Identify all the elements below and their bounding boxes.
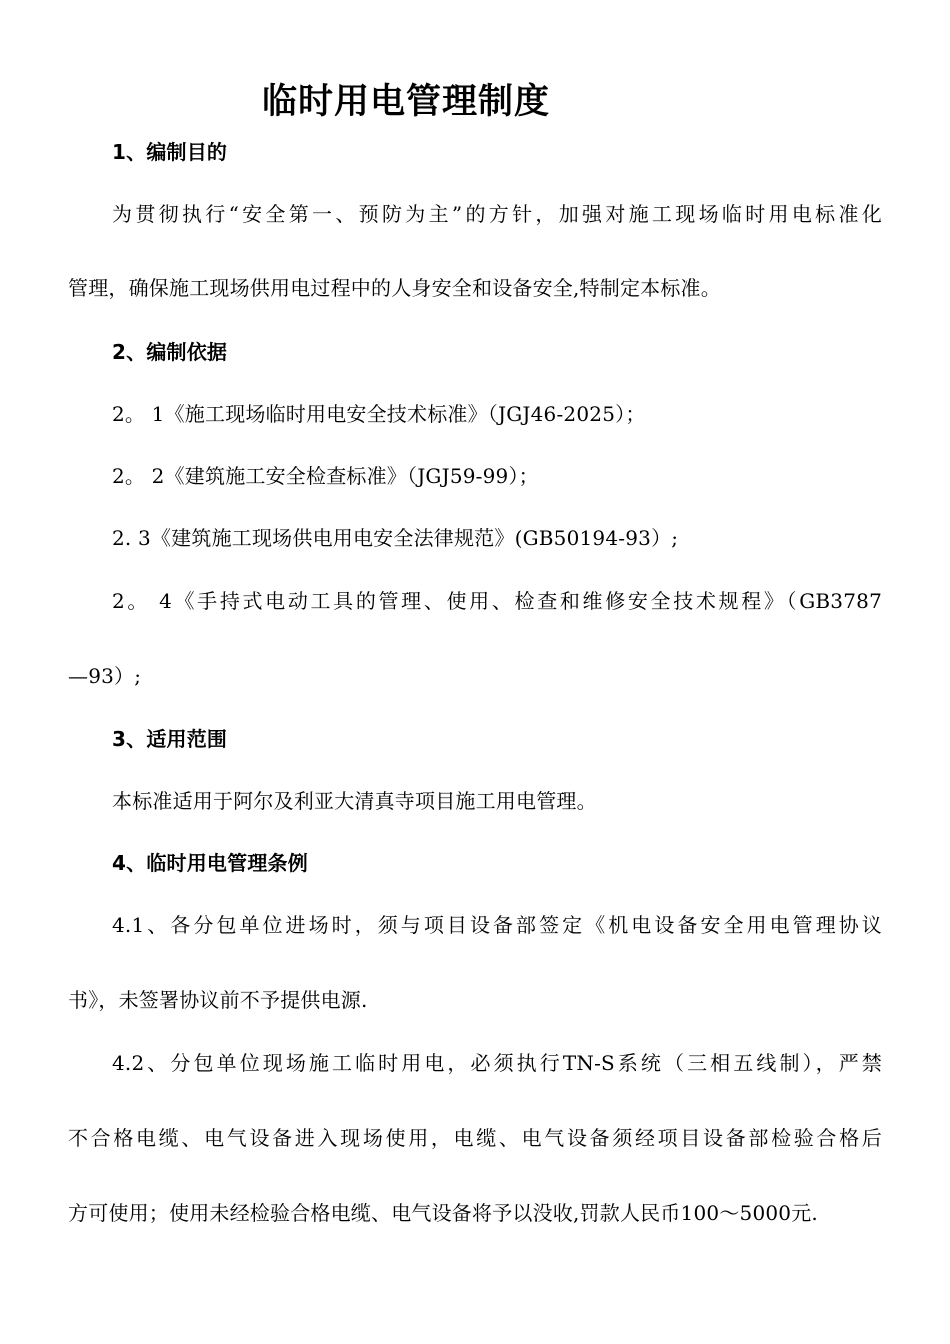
section-3-paragraph: 本标准适用于阿尔及利亚大清真寺项目施工用电管理。 xyxy=(112,789,597,813)
section-2-heading: 2、编制依据 xyxy=(112,340,228,364)
section-1-paragraph-line: 为贯彻执行“安全第一、预防为主”的方针，加强对施工现场临时用电标准化 xyxy=(112,202,882,226)
reference-item: 2. 3《建筑施工现场供电用电安全法律规范》(GB50194-93）; xyxy=(112,526,679,550)
document-title: 临时用电管理制度 xyxy=(262,82,551,122)
section-4-heading: 4、临时用电管理条例 xyxy=(112,851,308,875)
section-3-heading: 3、适用范围 xyxy=(112,727,228,751)
clause-4-1-line: 书》，未签署协议前不予提供电源. xyxy=(68,988,368,1012)
clause-4-1-line: 4.1、各分包单位进场时，须与项目设备部签定《机电设备安全用电管理协议 xyxy=(112,913,882,937)
clause-4-2-line: 4.2、分包单位现场施工临时用电，必须执行TN-S系统（三相五线制），严禁 xyxy=(112,1051,882,1075)
reference-item: 2。 1《施工现场临时用电安全技术标准》（JGJ46-2025）； xyxy=(112,402,646,426)
clause-4-2-line: 方可使用；使用未经检验合格电缆、电气设备将予以没收,罚款人民币100～5000元. xyxy=(68,1201,818,1225)
reference-item-continuation: —93）; xyxy=(68,664,142,688)
reference-item: 2。 4《手持式电动工具的管理、使用、检查和维修安全技术规程》（GB3787 xyxy=(112,589,882,613)
section-1-heading: 1、编制目的 xyxy=(112,140,228,164)
reference-item: 2。 2《建筑施工安全检查标准》（JGJ59-99）； xyxy=(112,464,539,488)
clause-4-2-line: 不合格电缆、电气设备进入现场使用，电缆、电气设备须经项目设备部检验合格后 xyxy=(68,1126,882,1150)
section-1-paragraph-line: 管理，确保施工现场供用电过程中的人身安全和设备安全,特制定本标准。 xyxy=(68,276,721,300)
